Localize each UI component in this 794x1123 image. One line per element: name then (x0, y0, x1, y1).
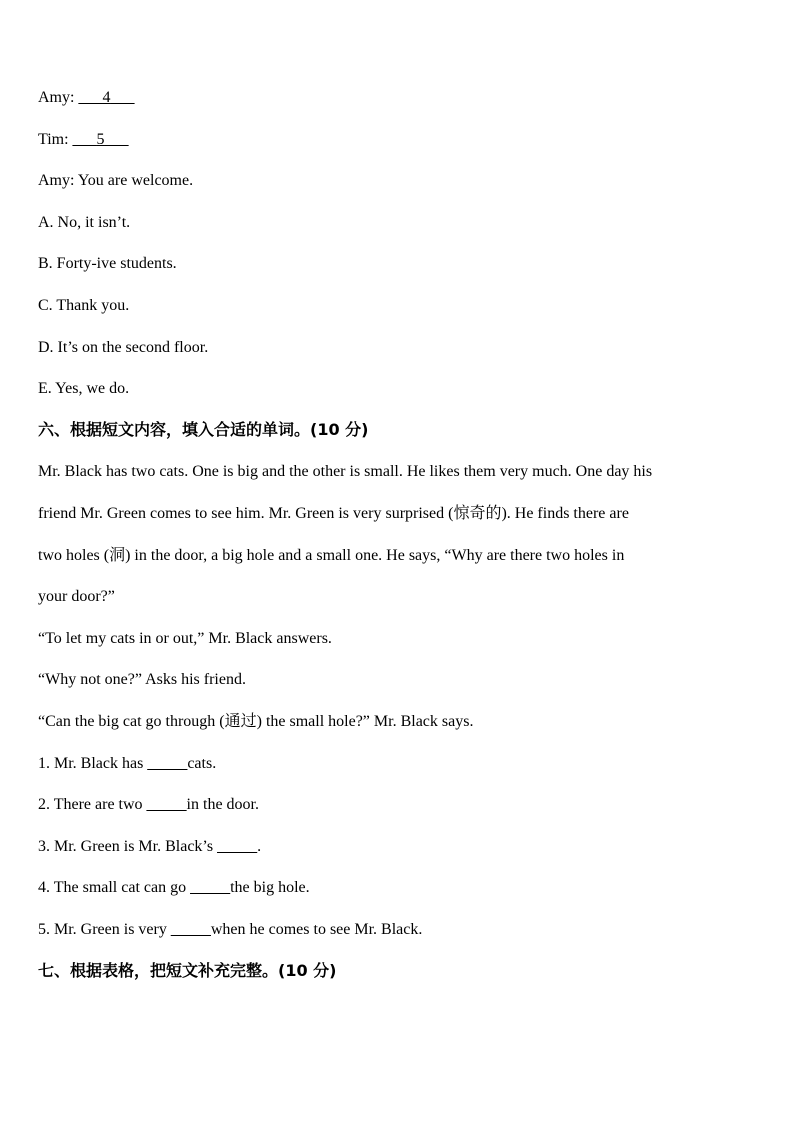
passage-line: “Can the big cat go through (通过) the small hole?” Mr. Black says. (38, 713, 474, 730)
passage-line: your door?” (38, 588, 115, 605)
passage-line: two holes (洞) in the door, a big hole and a small one. He says, “Why are there two holes in (38, 547, 625, 564)
answer-blank-5: ___5___ (72, 131, 129, 148)
option-a: A. No, it isn’t. (38, 214, 131, 231)
passage-line: “To let my cats in or out,” Mr. Black answers. (38, 630, 332, 647)
dialogue-line-6: Amy: You are welcome. (38, 172, 194, 189)
option-b: B. Forty-ive students. (38, 255, 177, 272)
passage-line: Mr. Black has two cats. One is big and the other is small. He likes them very much. One day his (38, 463, 653, 480)
speaker: Tim: (38, 131, 69, 148)
question-1: 1. Mr. Black has _____cats. (38, 755, 217, 772)
dialogue-line-5 (38, 130, 129, 150)
fill-blank: _____ (147, 755, 188, 772)
fill-blank: _____ (146, 796, 187, 813)
question-5: 5. Mr. Green is very _____when he comes to see Mr. Black. (38, 921, 423, 938)
passage-line: friend Mr. Green comes to see him. Mr. Green is very surprised (惊奇的). He finds there are (38, 505, 629, 522)
question-2: 2. There are two _____in the door. (38, 796, 259, 813)
answer-blank-4: ___4___ (78, 89, 135, 106)
speaker: Amy: (38, 89, 75, 106)
option-d: D. It’s on the second floor. (38, 339, 209, 356)
question-3: 3. Mr. Green is Mr. Black’s _____. (38, 838, 262, 855)
fill-blank: _____ (190, 879, 231, 896)
option-e: E. Yes, we do. (38, 380, 130, 397)
section-6-heading: 六、根据短文内容，填入合适的单词。(10 分) (38, 420, 369, 439)
section-7-heading: 七、根据表格，把短文补充完整。(10 分) (38, 961, 337, 980)
fill-blank: _____ (170, 921, 211, 938)
passage-line: “Why not one?” Asks his friend. (38, 671, 246, 688)
dialogue-line-4 (38, 88, 134, 108)
fill-blank: _____ (217, 838, 258, 855)
option-c: C. Thank you. (38, 297, 130, 314)
question-4: 4. The small cat can go _____the big hole. (38, 879, 310, 896)
